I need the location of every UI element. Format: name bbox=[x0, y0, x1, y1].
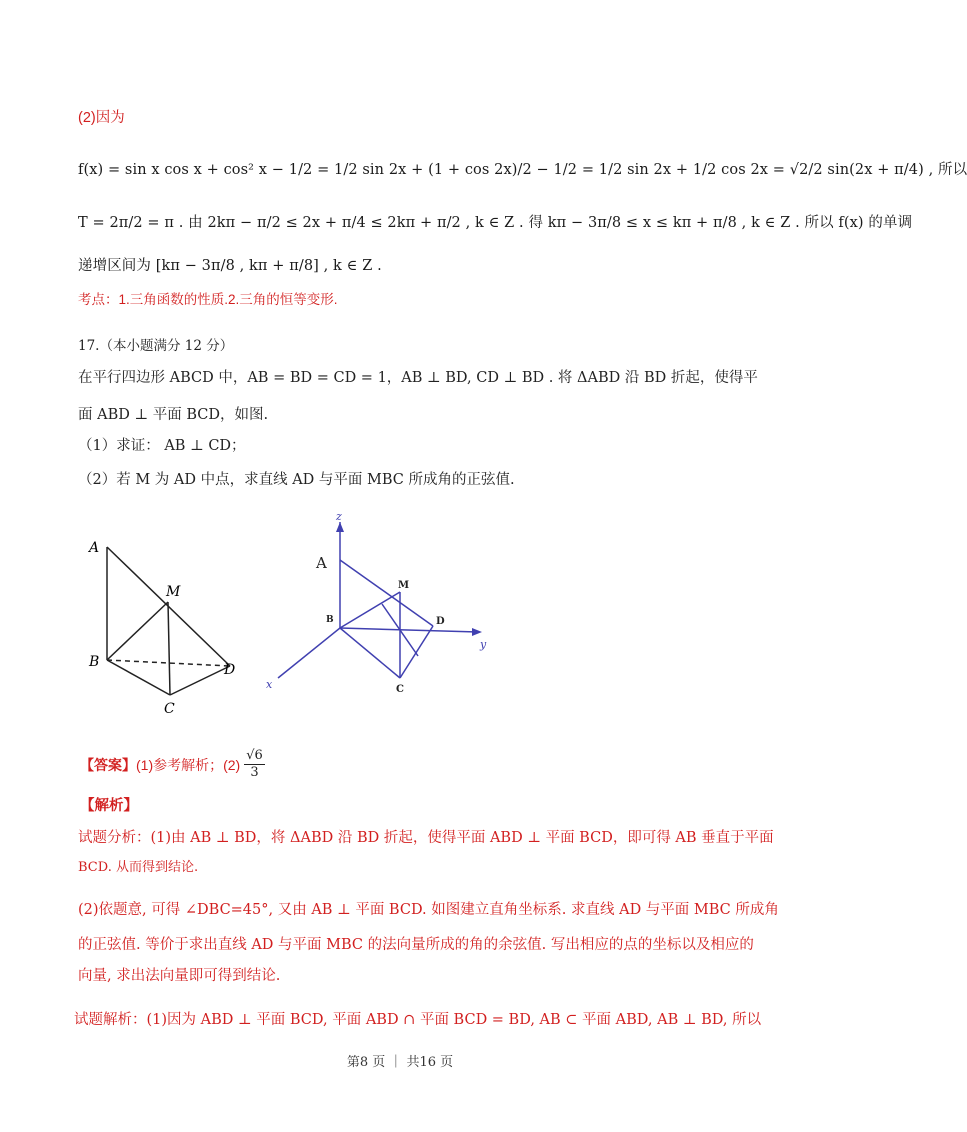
kaodian: 考点：1.三角函数的性质.2.三角的恒等变形. bbox=[78, 292, 338, 307]
edge-cd bbox=[170, 666, 230, 695]
answer-denominator: 3 bbox=[250, 765, 259, 780]
figure-2 bbox=[260, 508, 500, 698]
analysis1-line-2: BCD. 从而得到结论. bbox=[78, 860, 199, 875]
part2-heading: (2)因为 bbox=[78, 110, 125, 126]
q17-line-2: 面 ABD ⊥ 平面 BCD，如图. bbox=[78, 407, 269, 423]
answer-label: 【答案】 bbox=[80, 756, 136, 773]
edge-bm bbox=[340, 592, 400, 628]
label-b: B bbox=[326, 615, 334, 625]
answer-text: (1)参考解析；(2) bbox=[136, 756, 241, 773]
formula-line-2 bbox=[78, 213, 912, 233]
jiexi-label: 【解析】 bbox=[80, 798, 138, 814]
answer-numerator: √6 bbox=[246, 748, 263, 763]
edge-bm bbox=[107, 602, 168, 660]
page-footer: 第8 页 ｜ 共16 页 bbox=[346, 1055, 454, 1070]
formula-line-3 bbox=[78, 256, 382, 276]
solution-line-1: 试题解析：(1)因为 ABD ⊥ 平面 BCD, 平面 ABD ∩ 平面 BCD = BD, AB ⊂ 平面 ABD, AB ⊥ BD, 所以 bbox=[74, 1012, 762, 1028]
q17-header: 17.（本小题满分 12 分） bbox=[78, 338, 234, 354]
analysis2-line-1: (2)依题意, 可得 ∠DBC=45°, 又由 AB ⊥ 平面 BCD. 如图建立直角坐标系. 求直线 AD 与平面 MBC 所成角 bbox=[78, 902, 779, 918]
label-c: C bbox=[164, 701, 175, 717]
label-c: C bbox=[396, 684, 404, 695]
y-arrow-icon bbox=[472, 628, 482, 636]
figure-1 bbox=[80, 530, 250, 720]
label-a: A bbox=[316, 554, 327, 572]
formula-line-3-text: 递增区间为 [kπ − 3π/8 , kπ + π/8] , k ∈ Z . bbox=[78, 258, 382, 274]
label-m: M bbox=[166, 584, 181, 600]
label-d: D bbox=[224, 662, 236, 678]
analysis2-line-3: 向量, 求出法向量即可得到结论. bbox=[78, 968, 281, 984]
axis-label-z: z bbox=[336, 510, 342, 523]
axis-label-x: x bbox=[266, 678, 273, 691]
edge-cd bbox=[400, 626, 433, 678]
q17-sub-1: （1）求证： AB ⊥ CD； bbox=[78, 438, 246, 454]
label-a: A bbox=[89, 540, 100, 556]
q17-line-1: 在平行四边形 ABCD 中，AB = BD = CD = 1，AB ⊥ BD, CD ⊥ BD . 将 ΔABD 沿 BD 折起，使得平 bbox=[78, 370, 758, 386]
edge-bd-hidden bbox=[107, 660, 230, 666]
axis-label-y: y bbox=[480, 638, 487, 651]
edge-bc bbox=[340, 628, 400, 678]
label-b: B bbox=[89, 654, 100, 670]
analysis1-line-1: 试题分析：(1)由 AB ⊥ BD，将 ΔABD 沿 BD 折起，使得平面 ABD ⊥ 平面 BCD，即可得 AB 垂直于平面 bbox=[78, 830, 774, 846]
q17-sub-2: （2）若 M 为 AD 中点，求直线 AD 与平面 MBC 所成角的正弦值. bbox=[78, 472, 515, 488]
edge-ad bbox=[340, 560, 433, 626]
z-arrow-icon bbox=[336, 522, 344, 532]
edge-bc bbox=[107, 660, 170, 695]
analysis2-line-2: 的正弦值. 等价于求出直线 AD 与平面 MBC 的法向量所成的角的余弦值. 写出相应的点的坐标以及相应的 bbox=[78, 937, 754, 953]
formula-line-1 bbox=[78, 160, 967, 180]
x-axis bbox=[278, 628, 340, 678]
formula-line-2-text: T = 2π/2 = π . 由 2kπ − π/2 ≤ 2x + π/4 ≤ 2kπ + π/2 , k ∈ Z . 得 kπ − 3π/8 ≤ x ≤ kπ + π/8 , k ∈ Z . 所以 f(x) 的单调 bbox=[78, 215, 913, 231]
answer-row bbox=[80, 748, 265, 781]
answer-fraction bbox=[244, 748, 265, 781]
y-axis bbox=[340, 628, 478, 632]
label-m: M bbox=[398, 580, 410, 591]
formula-line-1-text: f(x) = sin x cos x + cos² x − 1/2 = 1/2 sin 2x + (1 + cos 2x)/2 − 1/2 = 1/2 sin 2x + 1/2 cos 2x = √2/2 sin(2x + π/4) , 所以 bbox=[78, 162, 967, 178]
label-d: D bbox=[436, 616, 445, 627]
edge-mc bbox=[168, 602, 170, 695]
